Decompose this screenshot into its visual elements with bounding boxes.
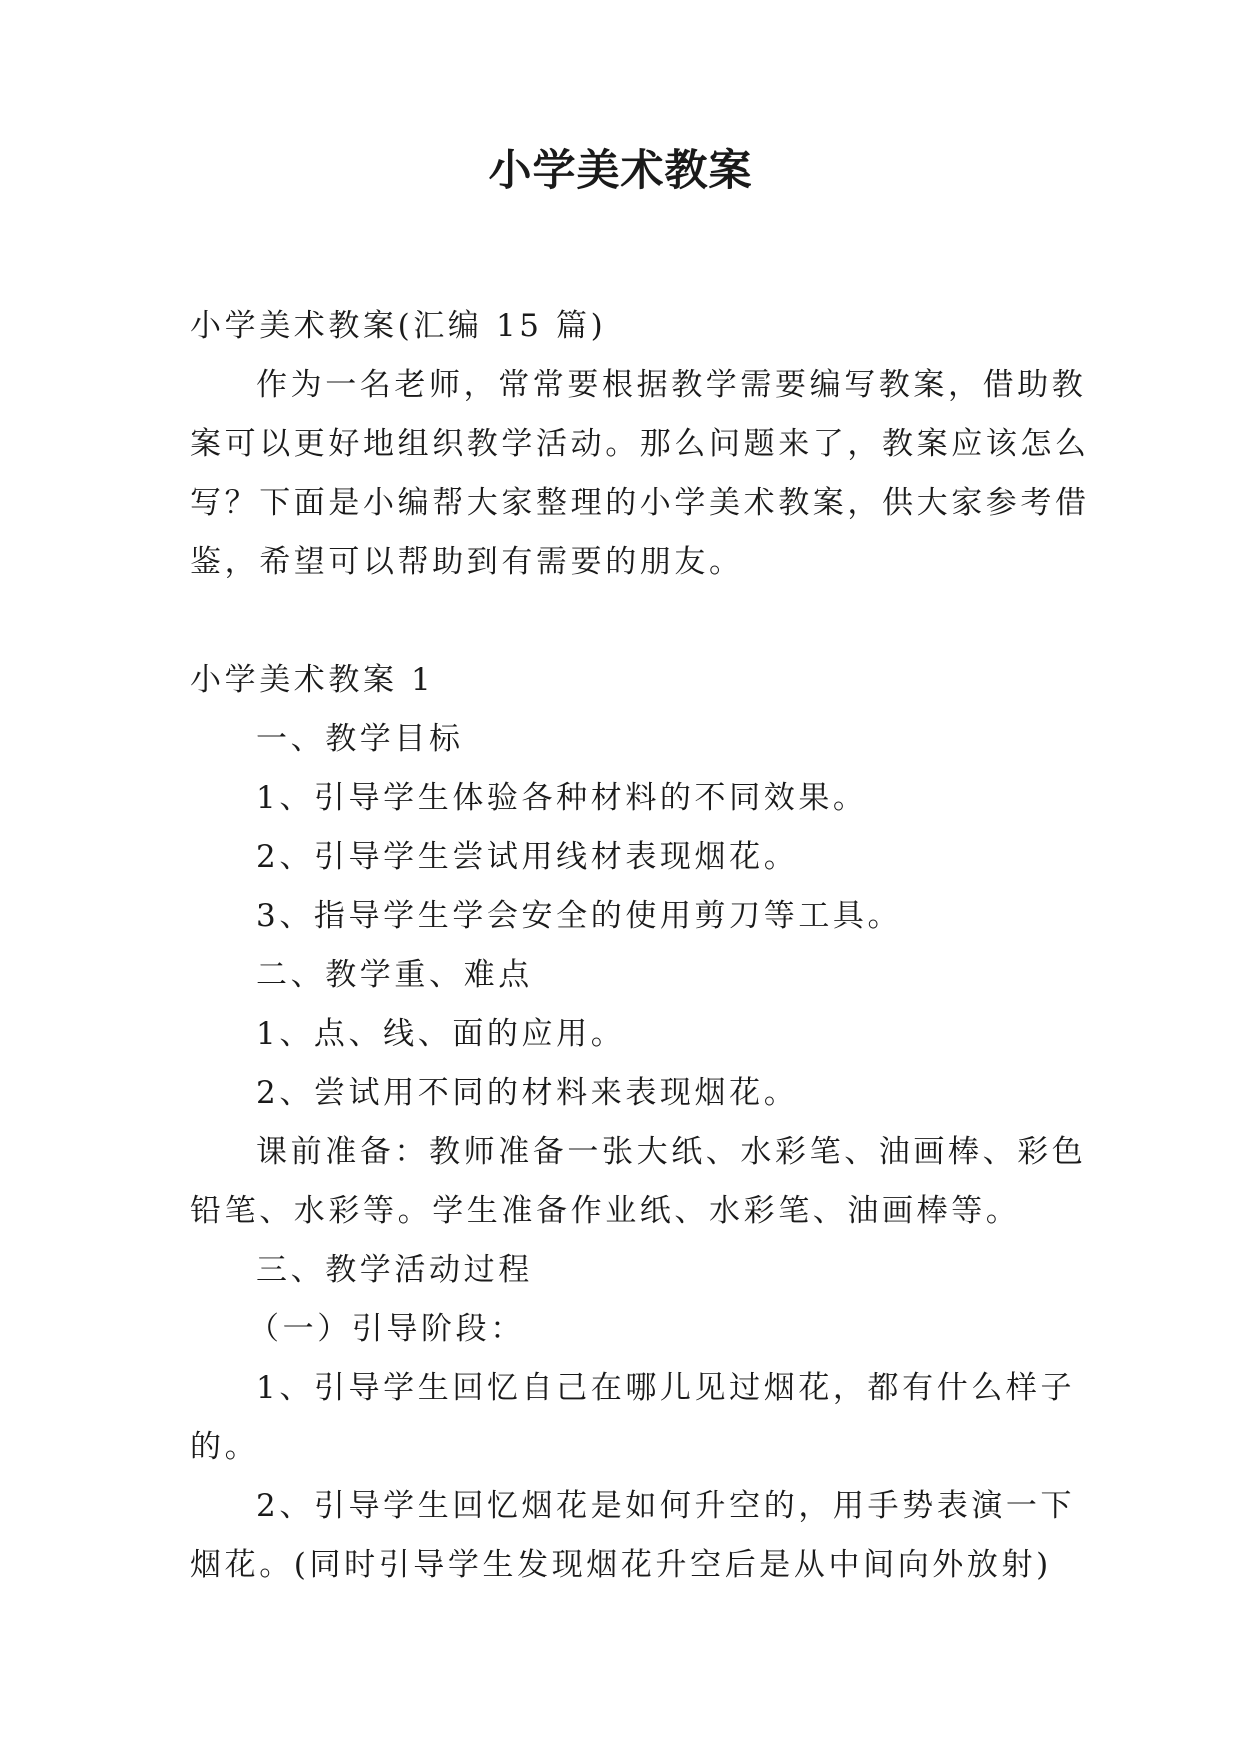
intro-line: 鉴，希望可以帮助到有需要的朋友。 [190,544,744,580]
step-line: 1、引导学生回忆自己在哪儿见过烟花，都有什么样子 [256,1370,1076,1406]
intro-line: 写？下面是小编帮大家整理的小学美术教案，供大家参考借 [190,485,1090,521]
prep-line: 铅笔、水彩等。学生准备作业纸、水彩笔、油画棒等。 [190,1193,1021,1229]
page-title: 小学美术教案 [488,146,753,196]
document-body [190,297,1090,1595]
key-item: 1、点、线、面的应用。 [256,1016,626,1052]
step-line: 烟花。(同时引导学生发现烟花升空后是从中间向外放射) [190,1547,1052,1583]
intro-line: 案可以更好地组织教学活动。那么问题来了，教案应该怎么 [190,426,1090,462]
goal-item: 1、引导学生体验各种材料的不同效果。 [256,780,868,816]
step-line: 2、引导学生回忆烟花是如何升空的，用手势表演一下 [256,1488,1076,1524]
goal-item: 3、指导学生学会安全的使用剪刀等工具。 [256,898,903,934]
prep-line: 课前准备：教师准备一张大纸、水彩笔、油画棒、彩色 [256,1134,1087,1170]
process-heading: 三、教学活动过程 [256,1252,533,1288]
paragraph-gap [190,592,1052,651]
goal-heading: 一、教学目标 [256,721,464,757]
section-heading: 小学美术教案 1 [190,662,435,698]
document-subtitle: 小学美术教案(汇编 15 篇) [190,308,607,344]
intro-line: 作为一名老师，常常要根据教学需要编写教案，借助教 [256,367,1087,403]
stage-heading: （一）引导阶段： [248,1311,525,1347]
key-heading: 二、教学重、难点 [256,957,533,993]
key-item: 2、尝试用不同的材料来表现烟花。 [256,1075,799,1111]
step-line: 的。 [190,1429,260,1465]
goal-item: 2、引导学生尝试用线材表现烟花。 [256,839,799,875]
